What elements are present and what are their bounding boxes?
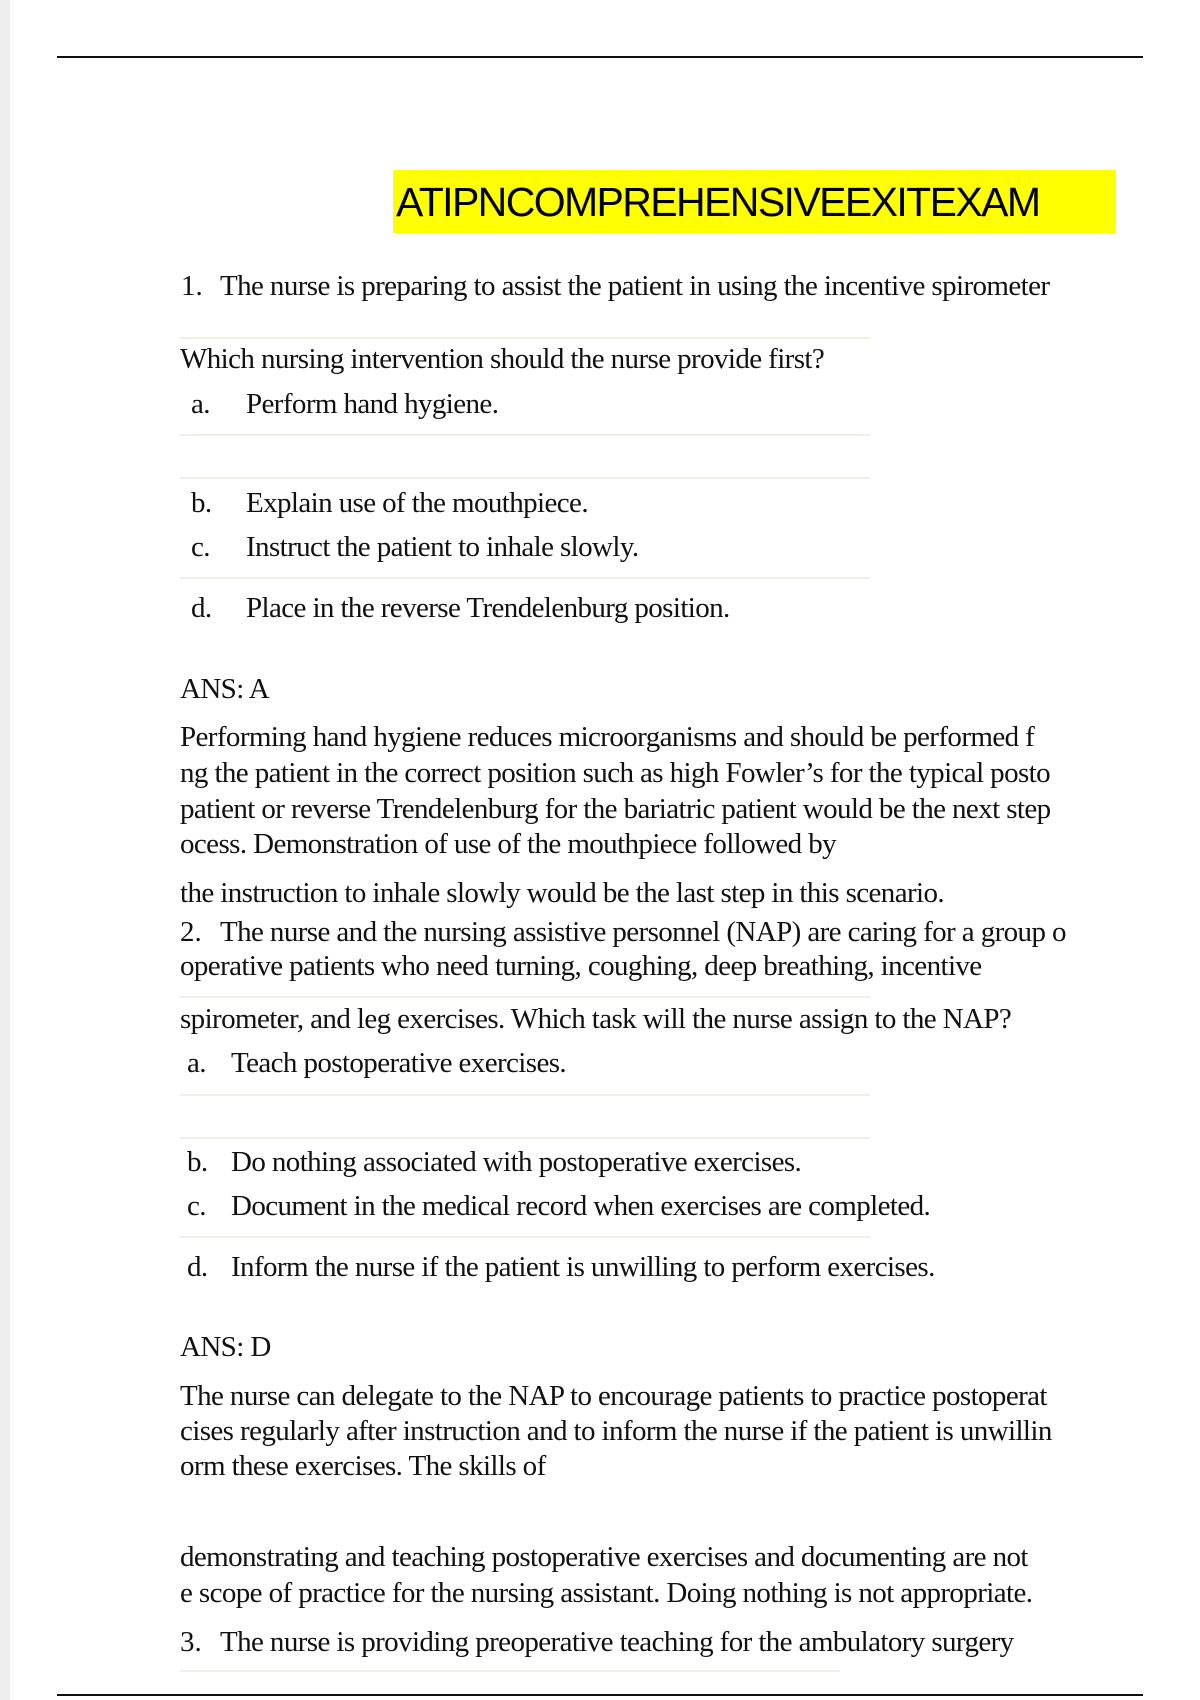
document-title: ATIPNCOMPREHENSIVEEXITEXAM: [396, 179, 1040, 225]
divider: [180, 434, 870, 436]
q2-rationale-line: The nurse can delegate to the NAP to encourage patients to practice postoperat: [180, 1380, 1047, 1412]
q1-rationale-line: patient or reverse Trendelenburg for the bariatric patient would be the next step: [180, 793, 1051, 825]
q1-prompt: Which nursing intervention should the nurse provide first?: [180, 343, 825, 375]
q2-option-d-letter: d.: [187, 1251, 208, 1283]
q2-number: 2.: [180, 916, 202, 948]
q1-option-d-letter: d.: [191, 592, 212, 624]
q2-rationale-line: orm these exercises. The skills of: [180, 1450, 546, 1482]
q2-option-c-letter: c.: [187, 1190, 206, 1222]
q2-stem-line: spirometer, and leg exercises. Which task will the nurse assign to the NAP?: [180, 1003, 1012, 1035]
q2-rationale-line: e scope of practice for the nursing assistant. Doing nothing is not appropriate.: [180, 1577, 1033, 1609]
q3-stem: The nurse is providing preoperative teaching for the ambulatory surgery: [220, 1626, 1014, 1658]
divider: [180, 1094, 870, 1096]
q1-option-c: Instruct the patient to inhale slowly.: [246, 531, 639, 563]
q1-option-b: Explain use of the mouthpiece.: [246, 487, 588, 519]
q1-rationale-line: ng the patient in the correct position such as high Fowler’s for the typical posto: [180, 757, 1051, 789]
q1-option-b-letter: b.: [191, 487, 212, 519]
q2-answer: ANS: D: [180, 1331, 271, 1363]
divider: [180, 1137, 870, 1139]
q1-stem: The nurse is preparing to assist the patient in using the incentive spirometer: [220, 270, 1050, 302]
q1-rationale-line: ocess. Demonstration of use of the mouthpiece followed by: [180, 828, 836, 860]
q1-answer: ANS: A: [180, 673, 270, 705]
top-rule: [57, 56, 1143, 58]
q1-option-a: Perform hand hygiene.: [246, 388, 499, 420]
divider: [180, 577, 870, 579]
q1-rationale-line: the instruction to inhale slowly would be the last step in this scenario.: [180, 877, 945, 909]
q2-option-a-letter: a.: [187, 1047, 206, 1079]
divider: [180, 1236, 870, 1238]
q2-option-b: Do nothing associated with postoperative exercises.: [231, 1146, 802, 1178]
q2-stem-line: operative patients who need turning, coughing, deep breathing, incentive: [180, 950, 982, 982]
q3-number: 3.: [180, 1626, 202, 1658]
divider: [180, 337, 870, 339]
bottom-rule: [57, 1694, 1143, 1696]
q2-rationale-line: cises regularly after instruction and to inform the nurse if the patient is unwillin: [180, 1415, 1052, 1447]
q2-option-b-letter: b.: [187, 1146, 208, 1178]
q2-stem-line: The nurse and the nursing assistive personnel (NAP) are caring for a group o: [220, 916, 1066, 948]
q1-number: 1.: [181, 270, 203, 302]
divider: [180, 477, 870, 479]
q2-option-a: Teach postoperative exercises.: [231, 1047, 567, 1079]
q2-rationale-line: demonstrating and teaching postoperative exercises and documenting are not: [180, 1541, 1028, 1573]
q2-option-d: Inform the nurse if the patient is unwilling to perform exercises.: [231, 1251, 935, 1283]
q1-option-c-letter: c.: [191, 531, 210, 563]
q1-option-d: Place in the reverse Trendelenburg position.: [246, 592, 730, 624]
divider: [180, 996, 870, 998]
q2-option-c: Document in the medical record when exercises are completed.: [231, 1190, 931, 1222]
divider: [180, 1670, 840, 1672]
q1-option-a-letter: a.: [191, 388, 210, 420]
page-left-margin: [0, 0, 10, 1700]
q1-rationale-line: Performing hand hygiene reduces microorganisms and should be performed f: [180, 721, 1035, 753]
